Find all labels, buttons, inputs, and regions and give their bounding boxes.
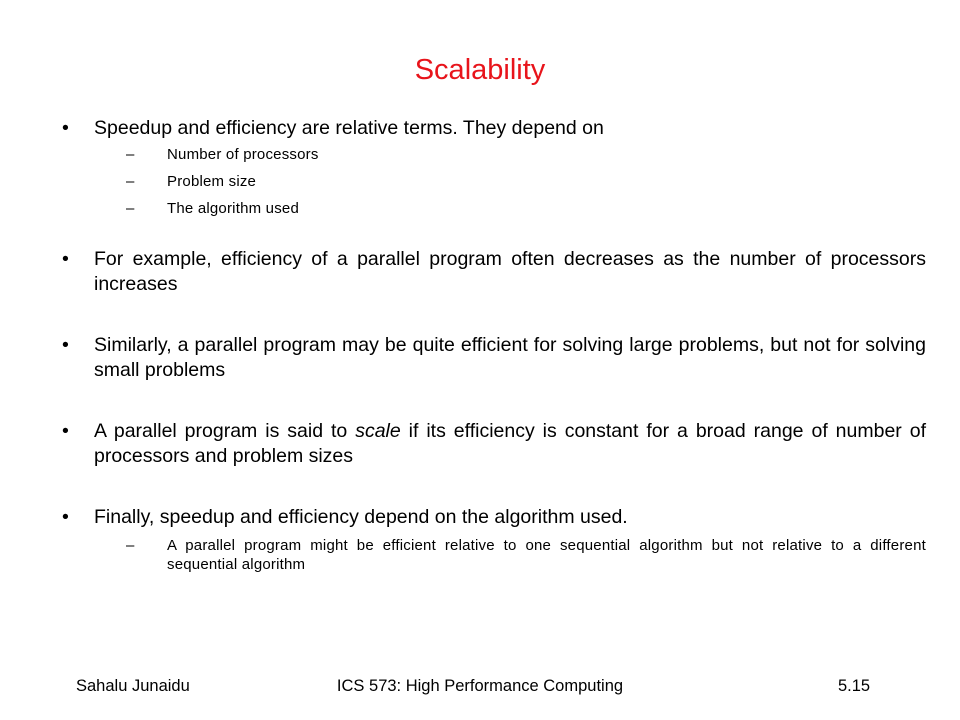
sub-item <box>62 536 926 574</box>
bullet-text: Finally, speedup and efficiency depend on the algorithm used. <box>94 506 628 528</box>
dash-icon: – <box>126 146 135 163</box>
dash-icon: – <box>126 537 135 554</box>
bullet-icon: • <box>62 334 69 356</box>
bullet-item <box>62 247 926 297</box>
footer-page-number: 5.15 <box>838 677 871 695</box>
bullet-text: For example, efficiency of a parallel program often decreases as the number of processors increases <box>94 248 926 295</box>
bullet-text: Speedup and efficiency are relative terms. They depend on <box>94 117 604 139</box>
footer-course: ICS 573: High Performance Computing <box>336 677 624 695</box>
sub-item-text: Number of processors <box>167 146 319 163</box>
bullet-item <box>62 333 926 383</box>
bullet-text <box>94 420 926 467</box>
bullet-icon: • <box>62 420 69 442</box>
sub-list <box>62 145 926 219</box>
sub-item <box>62 145 926 165</box>
sub-item-text: Problem size <box>167 173 257 190</box>
dash-icon: – <box>126 200 135 217</box>
bullet-item <box>62 419 926 469</box>
sub-item-text: The algorithm used <box>167 200 300 217</box>
sub-item <box>62 199 926 219</box>
slide-content <box>62 116 926 581</box>
sub-list <box>62 536 926 574</box>
bullet-text: Similarly, a parallel program may be quite efficient for solving large problems, but not for solving small problems <box>94 334 926 381</box>
sub-item-text: A parallel program might be efficient relative to one sequential algorithm but not relative to a different sequential algorithm <box>167 537 926 573</box>
bullet-item <box>62 116 926 141</box>
bullet-icon: • <box>62 248 69 270</box>
slide-title: Scalability <box>414 54 546 86</box>
bullet-icon: • <box>62 506 69 528</box>
dash-icon: – <box>126 173 135 190</box>
bullet-icon: • <box>62 117 69 139</box>
bullet-text-part: if its efficiency is constant for a broad range of number of processors and problem sizes <box>94 420 926 467</box>
bullet-item <box>62 505 926 530</box>
bullet-text-part: A parallel program is said to <box>94 420 356 442</box>
sub-item <box>62 172 926 192</box>
emphasized-term: scale <box>355 420 401 442</box>
footer-author: Sahalu Junaidu <box>76 677 190 695</box>
